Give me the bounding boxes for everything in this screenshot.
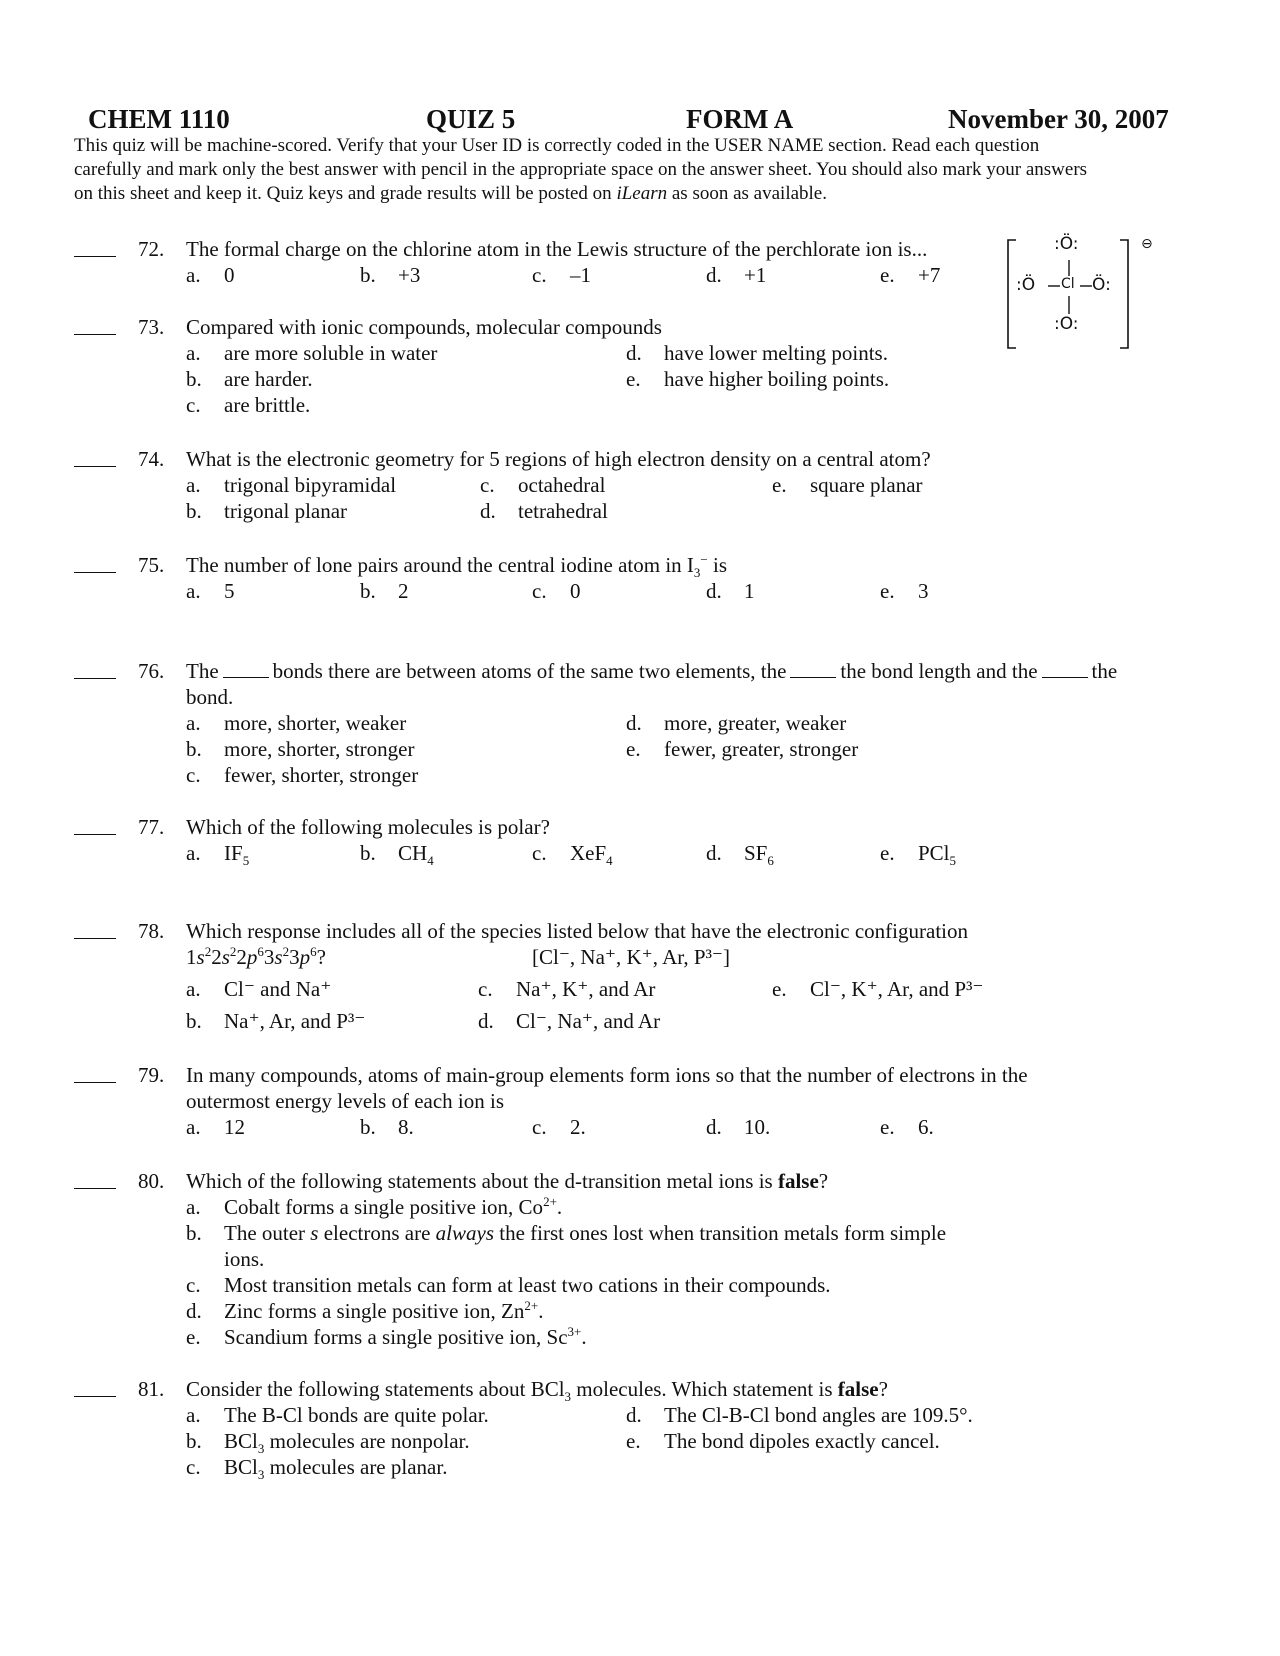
oxygen-left: :Ö: [1016, 275, 1036, 295]
option-b: b. 8.: [360, 1115, 414, 1139]
option-d: d. 10.: [706, 1115, 771, 1139]
question-stem: Consider the following statements about BCl$_3$ molecules. Which statement is false?: [186, 1377, 888, 1405]
option-c: c. fewer, shorter, stronger: [186, 763, 419, 787]
answer-blank[interactable]: [74, 1168, 116, 1189]
answer-blank[interactable]: [74, 236, 116, 257]
option-d: d. more, greater, weaker: [626, 711, 847, 735]
option-c: c. Na⁺, K⁺, and Ar: [478, 977, 656, 1001]
option-b-continued: ions.: [224, 1247, 265, 1271]
question-stem: The formal charge on the chlorine atom in the Lewis structure of the perchlorate ion is...: [186, 237, 928, 261]
answer-blank[interactable]: [74, 1062, 116, 1083]
form-label: FORM A: [686, 104, 794, 134]
option-d: d. Cl⁻, Na⁺, and Ar: [478, 1009, 661, 1033]
question-number: 76.: [138, 659, 165, 683]
question-number: 78.: [138, 919, 165, 943]
species-list: [Cl⁻, Na⁺, K⁺, Ar, P³⁻]: [532, 945, 730, 969]
option-b: b. are harder.: [186, 367, 313, 391]
oxygen-top: :Ö:: [1054, 234, 1079, 254]
answer-blank[interactable]: [74, 314, 116, 335]
oxygen-right: Ö:: [1092, 275, 1111, 295]
option-d: d. Zinc forms a single positive ion, $Zn^{2+}$.: [186, 1298, 544, 1323]
option-a: a. 12: [186, 1115, 245, 1139]
fill-blank: [1042, 659, 1088, 678]
option-e: e. Scandium forms a single positive ion, $Sc^{3+}$.: [186, 1324, 587, 1349]
option-e: e. The bond dipoles exactly cancel.: [626, 1429, 940, 1453]
question-stem: Which response includes all of the species listed below that have the electronic configuration: [186, 919, 968, 943]
option-a: a. trigonal bipyramidal: [186, 473, 397, 497]
option-b: b. $CH_4$: [360, 841, 434, 869]
instructions-line: on this sheet and keep it. Quiz keys and grade results will be posted on iLearn as soon as available.: [74, 183, 827, 204]
option-b: b. Na⁺, Ar, and P³⁻: [186, 1009, 366, 1033]
question-stem: What is the electronic geometry for 5 regions of high electron density on a central atom?: [186, 447, 931, 471]
question-number: 81.: [138, 1377, 165, 1401]
option-c: c. are brittle.: [186, 393, 311, 417]
question-stem: Compared with ionic compounds, molecular compounds: [186, 315, 662, 339]
question-stem: Which of the following molecules is polar?: [186, 815, 550, 839]
option-c: c. 0: [532, 579, 581, 603]
answer-blank[interactable]: [74, 446, 116, 467]
option-a: a. The B-Cl bonds are quite polar.: [186, 1403, 489, 1427]
option-e: e. Cl⁻, K⁺, Ar, and P³⁻: [772, 977, 984, 1001]
option-e: e. PCl$_5$: [880, 841, 957, 869]
option-c: c. Most transition metals can form at least two cations in their compounds.: [186, 1273, 831, 1297]
option-c: c. octahedral: [480, 473, 606, 497]
quiz-title: QUIZ 5: [426, 104, 516, 134]
question-number: 80.: [138, 1169, 165, 1193]
option-a: a. more, shorter, weaker: [186, 711, 407, 735]
fill-blank: [790, 659, 836, 678]
option-e: e. have higher boiling points.: [626, 367, 890, 391]
option-a: a. Cl⁻ and Na⁺: [186, 977, 332, 1001]
option-d: d. have lower melting points.: [626, 341, 888, 365]
option-d: d. tetrahedral: [480, 499, 608, 523]
option-e: e. +7: [880, 263, 941, 287]
answer-blank[interactable]: [74, 918, 116, 939]
course-title: CHEM 1110: [88, 104, 230, 134]
option-b: b. +3: [360, 263, 421, 287]
option-d: d. $SF_6$: [706, 841, 774, 869]
option-b: b. trigonal planar: [186, 499, 348, 523]
option-b: b. BCl$_3$ molecules are nonpolar.: [186, 1429, 470, 1457]
answer-blank[interactable]: [74, 658, 116, 679]
question-stem: In many compounds, atoms of main-group elements form ions so that the number of electrons in the: [186, 1063, 1028, 1087]
option-e: e. 6.: [880, 1115, 934, 1139]
question-number: 75.: [138, 553, 165, 577]
option-a: a. Cobalt forms a single positive ion, $Co^{2+}$.: [186, 1194, 563, 1219]
answer-blank[interactable]: [74, 552, 116, 573]
instructions-line: carefully and mark only the best answer with pencil in the appropriate space on the answer sheet. You should also mark your answers: [74, 159, 1088, 180]
option-e: e. square planar: [772, 473, 923, 497]
chlorine-center: Cl: [1061, 276, 1075, 292]
option-c: c. XeF$_4$: [532, 841, 613, 869]
question-stem: Which of the following statements about the d-transition metal ions is false?: [186, 1169, 829, 1193]
question-stem: The bonds there are between atoms of the same two elements, the the bond length and the the: [186, 659, 1118, 683]
answer-blank[interactable]: [74, 1376, 116, 1397]
question-number: 73.: [138, 315, 165, 339]
option-d: d. +1: [706, 263, 767, 287]
option-b: b. 2: [360, 579, 409, 603]
option-a: a. 5: [186, 579, 235, 603]
question-stem: The number of lone pairs around the central iodine atom in $I_3^-$ is: [186, 552, 728, 581]
option-d: d. The Cl-B-Cl bond angles are 109.5°.: [626, 1403, 973, 1427]
question-number: 77.: [138, 815, 165, 839]
option-c: c. –1: [532, 263, 591, 287]
quiz-date: November 30, 2007: [948, 104, 1169, 134]
option-e: e. fewer, greater, stronger: [626, 737, 859, 761]
instructions-line: This quiz will be machine-scored. Verify that your User ID is correctly coded in the USER NAME section. Read each question: [74, 135, 1040, 156]
option-b: b. The outer s electrons are always the first ones lost when transition metals form simple: [186, 1221, 947, 1245]
lewis-brackets: [1004, 238, 1134, 352]
option-b: b. more, shorter, stronger: [186, 737, 415, 761]
question-number: 74.: [138, 447, 165, 471]
instructions: [74, 134, 1214, 206]
option-d: d. 1: [706, 579, 755, 603]
fill-blank: [223, 659, 269, 678]
question-stem-continued: outermost energy levels of each ion is: [186, 1089, 505, 1113]
question-stem-continued: bond.: [186, 685, 234, 709]
option-a: a. $IF_5$: [186, 841, 250, 869]
option-a: a. are more soluble in water: [186, 341, 438, 365]
option-a: a. 0: [186, 263, 235, 287]
charge-icon: ⊖: [1141, 236, 1153, 252]
electron-configuration: $1s^22s^22p^63s^23p^6$?: [186, 944, 326, 969]
question-number: 72.: [138, 237, 165, 261]
option-c: c. 2.: [532, 1115, 586, 1139]
perchlorate-lewis-structure: [1004, 234, 1134, 352]
answer-blank[interactable]: [74, 814, 116, 835]
oxygen-bottom: :O:: [1054, 314, 1079, 334]
option-c: c. BCl$_3$ molecules are planar.: [186, 1455, 448, 1483]
option-e: e. 3: [880, 579, 929, 603]
question-number: 79.: [138, 1063, 165, 1087]
